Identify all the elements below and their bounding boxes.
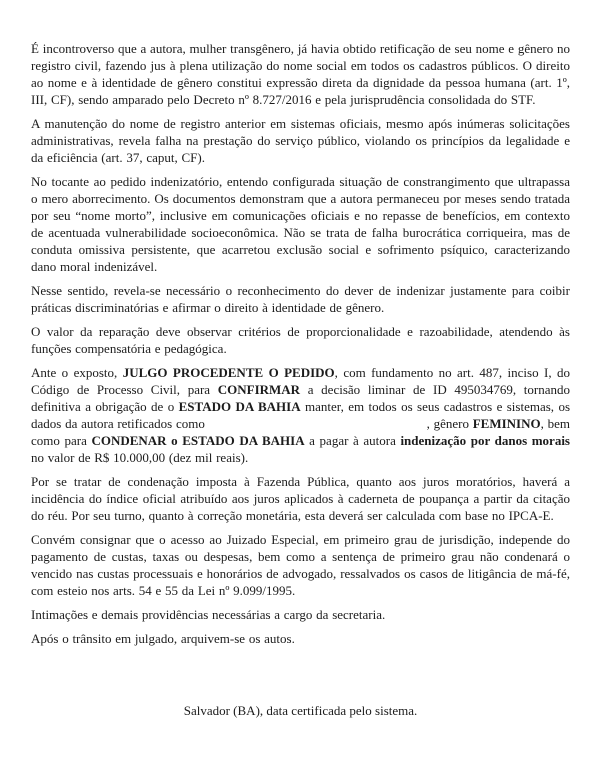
paragraph	[31, 323, 570, 357]
bold-text: CONDENAR o ESTADO DA BAHIA	[91, 433, 305, 448]
paragraph	[31, 115, 570, 166]
body-text: , bem como para	[31, 416, 570, 448]
body-text: Ante o exposto,	[31, 365, 123, 380]
paragraph	[31, 364, 570, 466]
body-text: Após o trânsito em julgado, arquivem-se os autos.	[31, 631, 295, 646]
body-text: Intimações e demais providências necessárias a cargo da secretaria.	[31, 607, 386, 622]
paragraph	[31, 40, 570, 108]
body-text: , gênero	[426, 416, 473, 431]
body-text: A manutenção do nome de registro anterior em sistemas oficiais, mesmo após inúmeras solicitações administrativas, revela falha na prestação do serviço público, violando os princípios da legalidade e da eficiência (art. 37, caput, CF).	[31, 116, 570, 165]
body-text: a decisão liminar de ID 495034769, tornando definitiva a obrigação de o	[31, 382, 570, 414]
paragraph	[31, 473, 570, 524]
bold-text: CONFIRMAR	[217, 382, 301, 397]
body-text: Convém consignar que o acesso ao Juizado Especial, em primeiro grau de jurisdição, independe do pagamento de custas, taxas ou despesas, bem como a sentença de primeiro grau não condenará o vencido nas custas processuais e honorários de advogado, ressalvados os casos de litigância de má-fé, com esteio nos arts. 54 e 55 da Lei nº 9.099/1995.	[31, 532, 570, 598]
paragraph	[31, 606, 570, 623]
body-text: no valor de R$ 10.000,00 (dez mil reais).	[31, 450, 249, 465]
body-text: a pagar à autora	[304, 433, 401, 448]
body-text: , com fundamento no art. 487, inciso I, do Código de Processo Civil, para	[31, 365, 570, 397]
body-text: Nesse sentido, revela-se necessário o reconhecimento do dever de indenizar justamente para coibir práticas discriminatórias e afirmar o direito à identidade de gênero.	[31, 283, 570, 315]
paragraph	[31, 630, 570, 647]
body-text: O valor da reparação deve observar critérios de proporcionalidade e razoabilidade, atendendo às funções compensatória e pedagógica.	[31, 324, 570, 356]
bold-text: ESTADO DA BAHIA	[178, 399, 301, 414]
bold-text: indenização por danos morais	[400, 433, 570, 448]
paragraph	[31, 173, 570, 275]
paragraph	[31, 282, 570, 316]
body-text: manter, em todos os seus cadastros e sistemas, os dados da autora retificados como	[31, 399, 571, 431]
body-text: É incontroverso que a autora, mulher transgênero, já havia obtido retificação de seu nome e gênero no registro civil, fazendo jus à plena utilização do nome social em todos os cadastros públicos. O direito ao nome e à identidade de gênero constitui expressão direta da dignidade da pessoa humana (art. 1º, III, CF), sendo amparado pelo Decreto nº 8.727/2016 e pela jurisprudência consolidada do STF.	[31, 41, 570, 107]
body-text: No tocante ao pedido indenizatório, entendo configurada situação de constrangimento que ultrapassa o mero aborrecimento. Os documentos demonstram que a autora permaneceu por meses sendo tratada por seu “nome morto”, inclusive em comunicações oficiais e no repasse de benefícios, em contexto de acentuada vulnerabilidade socioeconômica. Não se trata de falha burocrática corriqueira, mas de conduta omissiva persistente, que acarretou exclusão social e sofrimento psíquico, caracterizando dano moral indenizável.	[31, 174, 570, 274]
paragraph	[31, 531, 570, 599]
signature-line: Salvador (BA), data certificada pelo sistema.	[183, 703, 418, 718]
document-body	[31, 40, 570, 647]
redacted-name-gap	[209, 426, 427, 428]
body-text: Por se tratar de condenação imposta à Fazenda Pública, quanto aos juros moratórios, haverá a incidência do índice oficial atribuído aos juros aplicados à caderneta de poupança a partir da citação do réu. Por seu turno, quanto à correção monetária, esta deverá ser calculada com base no IPCA-E.	[31, 474, 570, 523]
bold-text: FEMININO	[472, 416, 541, 431]
bold-text: JULGO PROCEDENTE O PEDIDO	[122, 365, 335, 380]
